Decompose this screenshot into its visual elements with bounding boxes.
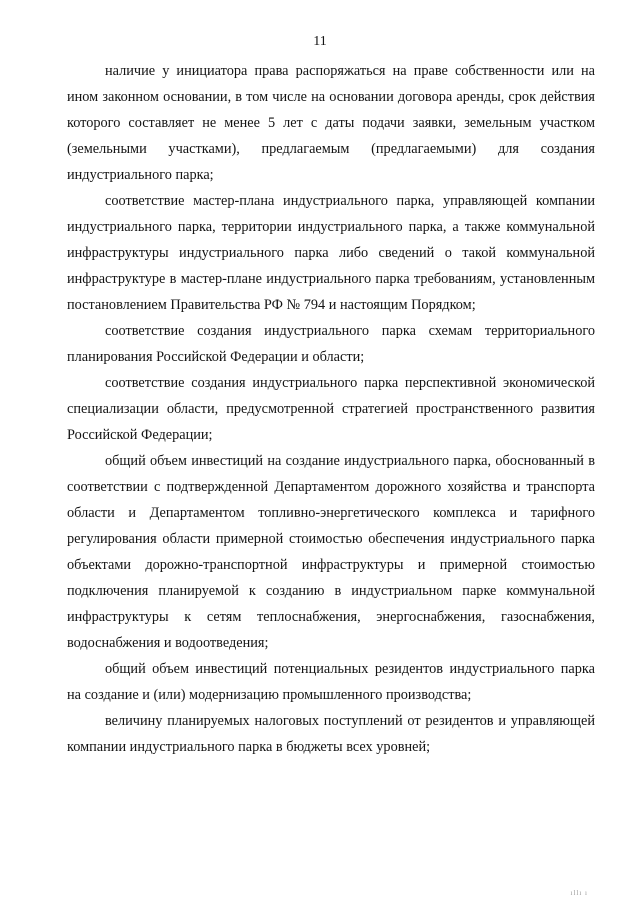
- paragraph-tax-revenue: величину планируемых налоговых поступлений от резидентов и управляющей компании индустриального парка в бюджеты всех уровней;: [67, 713, 595, 755]
- page-number: 11: [313, 34, 327, 49]
- paragraph-master-plan-compliance: соответствие мастер-плана индустриального парка, управляющей компании индустриального парка, территории индустриального парка, а также коммунальной инфраструктуры индустриального парка либо сведений о такой коммунальной инфраструктуре в мастер-плане индустриального парка требованиям, установленным постановлением Правительства РФ № 794 и настоящим Порядком;: [67, 193, 595, 313]
- paragraph-territorial-planning: соответствие создания индустриального парка схемам территориального планирования Российской Федерации и области;: [67, 323, 595, 365]
- paragraph-economic-specialization: соответствие создания индустриального парка перспективной экономической специализации области, предусмотренной стратегией пространственного развития Российской Федерации;: [67, 375, 595, 443]
- scan-corner-mark: ıllı ı: [570, 889, 588, 897]
- paragraph-resident-investment: общий объем инвестиций потенциальных резидентов индустриального парка на создание и (или) модернизацию промышленного производства;: [67, 661, 595, 703]
- document-body: [67, 58, 595, 760]
- paragraph-investment-volume: общий объем инвестиций на создание индустриального парка, обоснованный в соответствии с подтвержденной Департаментом дорожного хозяйства и транспорта области и Департаментом топливно-энергетического комплекса и тарифного регулирования области примерной стоимостью обеспечения индустриального парка объектами дорожно-транспортной инфраструктуры и примерной стоимостью подключения планируемой к созданию в индустриальном парке коммунальной инфраструктуры к сетям теплоснабжения, энергоснабжения, газоснабжения, водоснабжения и водоотведения;: [67, 453, 595, 651]
- paragraph-land-ownership: наличие у инициатора права распоряжаться на праве собственности или на ином законном основании, в том числе на основании договора аренды, срок действия которого составляет не менее 5 лет с даты подачи заявки, земельным участком (земельными участками), предлагаемым (предлагаемыми) для создания индустриального парка;: [67, 63, 595, 183]
